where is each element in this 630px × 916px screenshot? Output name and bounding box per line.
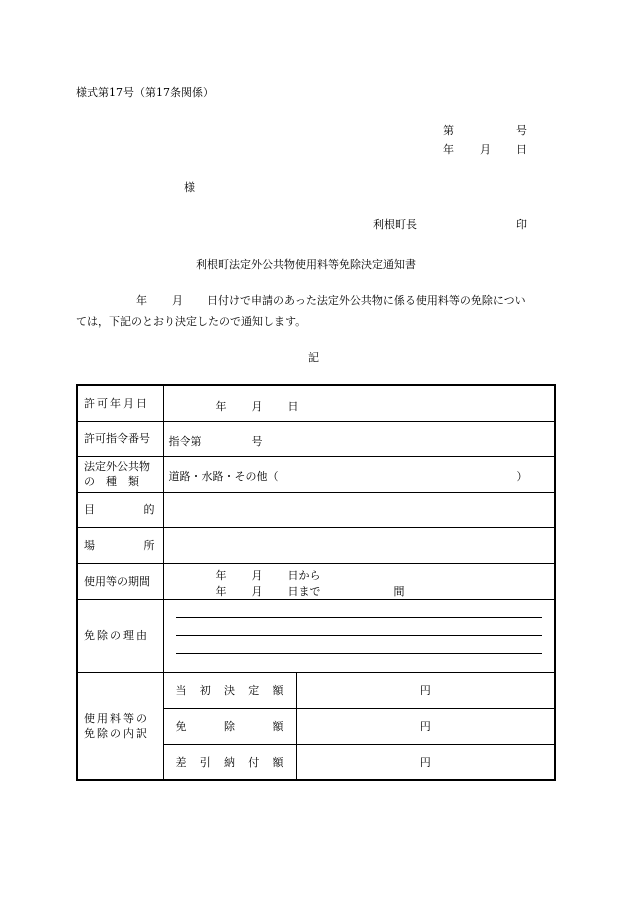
period-label: 使用等の期間 <box>77 563 163 599</box>
period-value[interactable]: 年 月 日から 年 月 日まで 間 <box>163 563 555 599</box>
purpose-label: 目 的 <box>77 492 163 527</box>
row-purpose <box>77 492 555 527</box>
date-month: 月 <box>480 143 491 156</box>
document-title: 利根町法定外公共物使用料等免除決定通知書 <box>196 258 416 271</box>
reason-value[interactable] <box>163 599 555 672</box>
amount-label-text: 差 引 納 付 額 <box>175 755 284 769</box>
initial-amount-label <box>163 672 296 708</box>
permit-no-value[interactable]: 指令第 号 <box>163 421 555 456</box>
exempt-amount-label <box>163 708 296 744</box>
amount-label-text: 当 初 決 定 額 <box>175 684 284 697</box>
purpose-value[interactable] <box>163 492 555 527</box>
doc-no-prefix: 第 <box>443 124 454 137</box>
type-value[interactable]: 道路・水路・その他（ ） <box>163 456 555 492</box>
reason-line-3 <box>176 653 543 654</box>
place-label: 場 所 <box>77 527 163 563</box>
breakdown-label: 使用料等の 免除の内訳 <box>77 672 163 780</box>
body-month: 月 <box>172 294 183 307</box>
body-year: 年 <box>136 294 147 307</box>
row-period <box>77 563 555 599</box>
body-line1: 日付けで申請のあった法定外公共物に係る使用料等の免除につい <box>207 294 526 307</box>
form-number: 様式第17号（第17条関係） <box>76 86 214 99</box>
row-type <box>77 456 555 492</box>
initial-amount-value[interactable]: 円 <box>296 672 555 708</box>
reason-line-1 <box>176 617 543 618</box>
net-amount-value[interactable]: 円 <box>296 744 555 780</box>
permit-date-label: 許可年月日 <box>77 385 163 421</box>
permit-date-value[interactable]: 年 月 日 <box>163 385 555 421</box>
details-table <box>76 384 556 781</box>
row-reason <box>77 599 555 672</box>
ki-heading: 記 <box>308 351 319 364</box>
reason-line-2 <box>176 635 543 636</box>
row-permit-no <box>77 421 555 456</box>
net-amount-label <box>163 744 296 780</box>
amount-label-text: 免 除 額 <box>175 720 284 733</box>
sender-name: 利根町長 <box>373 218 417 231</box>
body-line2: ては，下記のとおり決定したので通知します。 <box>76 315 307 328</box>
date-day: 日 <box>516 143 527 156</box>
row-permit-date <box>77 385 555 421</box>
addressee-suffix: 様 <box>184 181 195 194</box>
row-place <box>77 527 555 563</box>
exempt-amount-value[interactable]: 円 <box>296 708 555 744</box>
doc-no-suffix: 号 <box>516 124 527 137</box>
date-year: 年 <box>443 143 454 156</box>
permit-no-label: 許可指令番号 <box>77 421 163 456</box>
reason-label: 免除の理由 <box>77 599 163 672</box>
row-breakdown-initial <box>77 672 555 708</box>
type-label: 法定外公共物 の 種 類 <box>77 456 163 492</box>
place-value[interactable] <box>163 527 555 563</box>
seal-mark: 印 <box>516 218 527 231</box>
